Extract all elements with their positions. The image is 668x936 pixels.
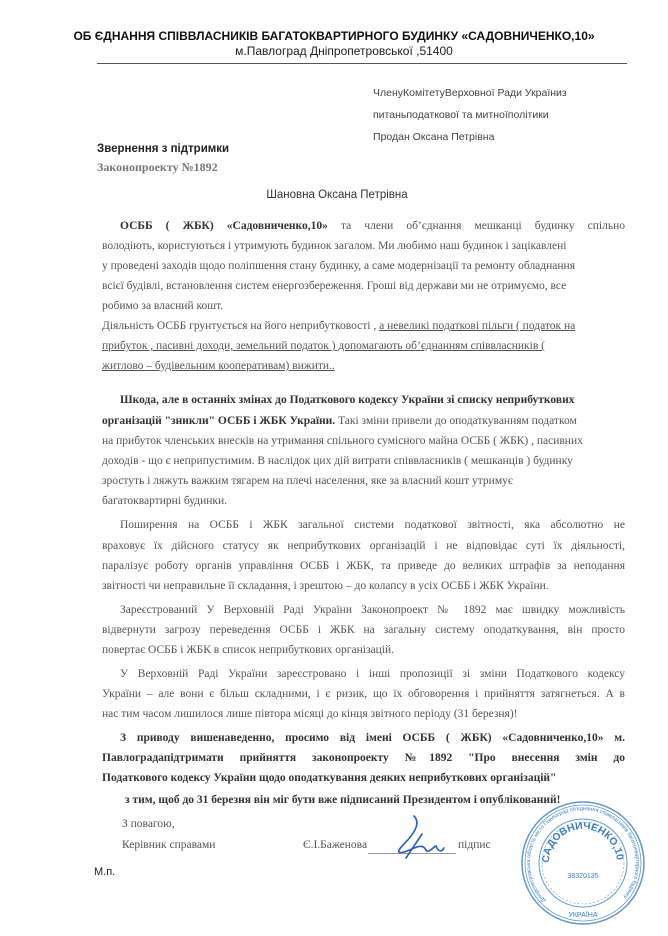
organization-title: ОБ ЄДНАННЯ СПІВВЛАСНИКІВ БАГАТОКВАРТИРНОГО БУДИНКУ «САДОВНИЧЕНКО,10» [73, 29, 595, 43]
appeal-heading: Звернення з підтримки [97, 143, 230, 155]
body-line [102, 339, 625, 353]
signer-name: Є.І.Баженова [303, 839, 368, 851]
bold-text: Павлоградапідтримати прийняття законопроекту №1892 "Про внесення змін до [102, 752, 625, 764]
body-line [102, 259, 625, 273]
text-segment: у проведені заходів щодо поліпшення стану будинку, а саме модернізації та ремонту обладнання [102, 260, 575, 272]
body-line [102, 623, 625, 637]
body-line [102, 319, 625, 333]
body-line [120, 603, 625, 617]
stamp-center-text: САДОВНИЧЕНКО,10 [540, 820, 625, 864]
organization-stamp [520, 800, 646, 926]
bold-text: Шкода, але в останніх змінах до Податкового кодексу України зі списку неприбуткових [120, 394, 575, 406]
body-line [102, 474, 625, 488]
text-segment: зростуть і ляжуть важким тягарем на плечі населення, яке за власний кошт утримує [102, 475, 513, 487]
stamp-code: 38320135 [567, 873, 599, 880]
bold-text: ОСББ ( ЖБК) «Садовниченко,10» [120, 220, 328, 232]
body-line [120, 393, 625, 407]
addressee-line: питаньподаткової та митноїполітики [373, 109, 549, 121]
bold-text: організацій "зникли" ОСББ і ЖБК України. [102, 415, 336, 427]
header-divider [97, 63, 627, 64]
body-line [102, 751, 625, 765]
text-segment: звітності чи неправильне її складання, і зрештою – до колапсу в усіх ОСББ і ЖБК України. [102, 580, 549, 592]
body-line [102, 539, 625, 553]
body-line [102, 239, 625, 253]
bold-text: з тим, щоб до 31 березня він міг бути вже підписаний Президентом і опублікований! [125, 794, 561, 806]
text-segment: володіють, користуються і утримують будинок загалом. Ми любимо наш будинок і зацікавлені [102, 240, 567, 252]
text-segment: доходів - що є неприпустимим. В наслідок цих дій витрати співвласників ( мешканців ) будинку [102, 455, 573, 467]
handwritten-signature [392, 814, 452, 864]
seal-place-label: М.п. [94, 866, 116, 878]
body-line [102, 707, 625, 721]
body-line [120, 518, 625, 532]
text-segment: та члени об’єднання мешканці будинку спільно [327, 220, 625, 232]
text-segment: всієї будівлі, встановлення систем енергозбереження. Гроші від держави ми не отримуємо, все [102, 280, 567, 292]
body-line [102, 359, 625, 373]
bold-text: Податкового кодексу України щодо оподаткування деяких неприбуткових організацій" [102, 772, 557, 784]
body-line [102, 559, 625, 573]
organization-address: м.Павлоград Дніпропетровської ,51400 [235, 44, 453, 58]
body-line [102, 771, 625, 785]
body-line [102, 414, 625, 428]
svg-text:САДОВНИЧЕНКО,10 [541, 821, 625, 864]
body-line [102, 579, 625, 593]
body-line [102, 643, 625, 657]
text-segment: враховує їх дійсного статусу як неприбуткових організацій і не відповідає суті їх діяльності, [102, 540, 625, 552]
text-segment: паралізує роботу органів управління ОСББ і ЖБК, та приведе до великих штрафів за неподання [102, 560, 625, 572]
body-line [120, 731, 625, 745]
signer-position: Керівник справами [122, 839, 216, 851]
closing-regards: З повагою, [122, 818, 175, 830]
text-segment: У Верховній Раді України зареєстровано і інші пропозиції зі зміни Податкового кодексу [120, 668, 625, 680]
underlined-text: прибуток , пасивні доходи, земельний податок ) допомагають об’єднанням співвласників ( [102, 340, 545, 352]
text-segment: повертає ОСББ і ЖБК в список неприбуткових організацій. [102, 644, 394, 656]
body-line [120, 667, 625, 681]
underlined-text: житлово – будівельним кооперативам) вижити.. [102, 360, 335, 372]
text-segment: Такі зміни привели до оподаткуванням податком [335, 415, 577, 427]
text-segment: Поширення на ОСББ і ЖБК загальної системи податкової звітності, яка абсолютно не [120, 519, 625, 531]
body-line [120, 219, 625, 233]
appeal-bill-number: Законопроекту №1892 [97, 160, 218, 174]
body-line [102, 687, 625, 701]
text-segment: Діяльність ОСББ грунтується на його неприбутковості , [102, 320, 380, 332]
bold-text: З приводу вишенаведенно, просимо від імені ОСББ ( ЖБК) «Садовниченко,10» м. [120, 732, 625, 744]
body-line [102, 279, 625, 293]
underlined-text: а невеликі податкові пільги ( податок на [379, 320, 576, 332]
text-segment: на прибуток членських внесків на утримання спільного сумісного майна ОСББ ( ЖБК) , пасивних [102, 435, 583, 447]
stamp-country: УКРАЇНА [568, 912, 598, 919]
text-segment: України – але вони є більш складними, і є ризик, що їх обговорення і прийняття затягнеться. А в [102, 688, 625, 700]
stamp-ring-text: Дніпропетровська область місто Павлоград об'єднання співвласників багатоквартирного будинку [525, 806, 641, 904]
addressee-line: ЧленуКомітетуВерховної Ради Україниз [373, 87, 567, 99]
body-line [102, 434, 625, 448]
greeting: Шановна Оксана Петрівна [266, 189, 408, 201]
body-line [102, 299, 625, 313]
body-line [102, 494, 625, 508]
body-line [102, 454, 625, 468]
text-segment: відвернути загрозу переведення ОСББ і ЖБК на загальну систему оподаткування, він просто [102, 624, 625, 636]
text-segment: багатоквартирні будинки. [102, 495, 228, 507]
addressee-name: Продан Оксана Петрівна [373, 131, 495, 143]
text-segment: Зареєстрований У Верховній Раді України Законопроект № 1892 має швидку можливість [120, 604, 625, 616]
text-segment: нас тим часом лишилося лише півтора місяці до кінця звітного періоду (31 березня)! [102, 708, 518, 720]
signature-label: підпис [458, 839, 491, 851]
text-segment: робимо за власний кошт. [102, 300, 224, 312]
